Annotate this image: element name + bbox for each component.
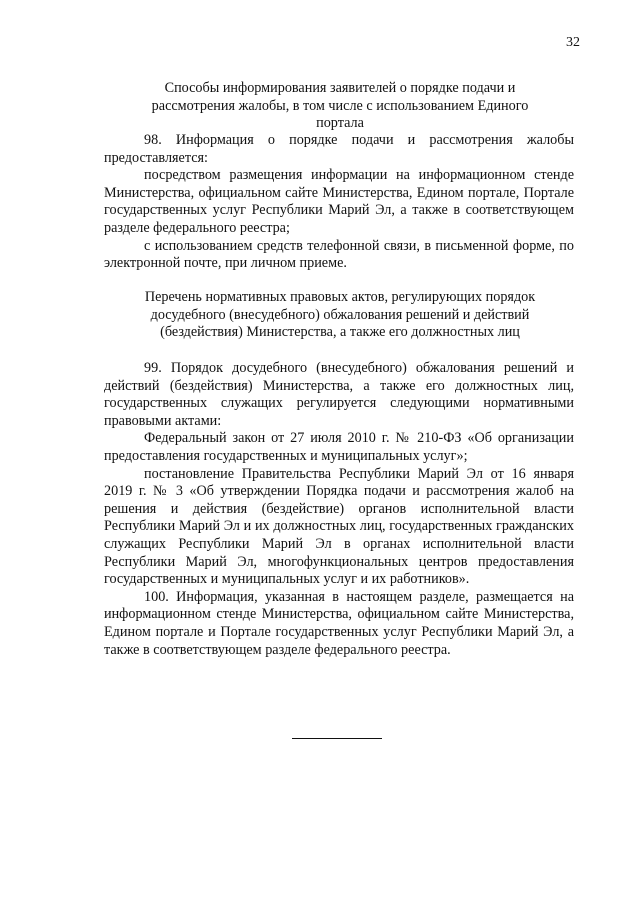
section-heading-legal-acts xyxy=(125,289,555,342)
paragraph-99-item-b: постановление Правительства Республики Марий Эл от 16 января 2019 г. № 3 «Об утверждении Порядка подачи и рассмотрения жалоб на решения и действия (бездействие) органов исполнительной власти Республики Марий Эл и их должностных лиц, государственных гражданских служащих Республики Марий Эл в органах исполнительной власти Республики Марий Эл, многофункциональных центров предоставления государственных и муниципальных услуг и их работников». xyxy=(104,465,574,588)
section-heading-complaint-info xyxy=(150,80,530,133)
paragraph-100: 100. Информация, указанная в настоящем разделе, размещается на информационном стенде Министерства, официальном сайте Министерства, Едином портале и Портале государственных услуг Республики Марий Эл, а также в соответствующем разделе федерального реестра. xyxy=(104,588,574,658)
paragraph-98-item-b: с использованием средств телефонной связи, в письменной форме, по электронной почте, при личном приеме. xyxy=(104,237,574,272)
paragraph-99: 99. Порядок досудебного (внесудебного) обжалования решений и действий (бездействия) Министерства, а также его должностных лиц, государственных служащих регулируется следующими нормативными правовыми актами: xyxy=(104,360,574,429)
heading-text: Способы информирования заявителей о порядке подачи и рассмотрения жалобы, в том числе с использованием Единого портала xyxy=(151,80,529,132)
paragraph-99-item-a: Федеральный закон от 27 июля 2010 г. № 210-ФЗ «Об организации предоставления государственных и муниципальных услуг»; xyxy=(104,430,574,464)
page-number: 32 xyxy=(566,35,580,50)
closing-divider-line xyxy=(292,738,382,739)
paragraph-98: 98. Информация о порядке подачи и рассмотрения жалобы предоставляется: xyxy=(104,132,574,166)
paragraph-99-block xyxy=(104,360,574,659)
paragraph-98-block xyxy=(104,132,574,273)
heading-text: Перечень нормативных правовых актов, регулирующих порядок досудебного (внесудебного) обжалования решений и действий (бездействия) Министерства, а также его должностных лиц xyxy=(144,289,536,341)
paragraph-98-item-a: посредством размещения информации на информационном стенде Министерства, официальном сайте Министерства, Едином портале, Портале государственных услуг Республики Марий Эл, а также в соответствующем разделе федерального реестра; xyxy=(104,167,574,236)
